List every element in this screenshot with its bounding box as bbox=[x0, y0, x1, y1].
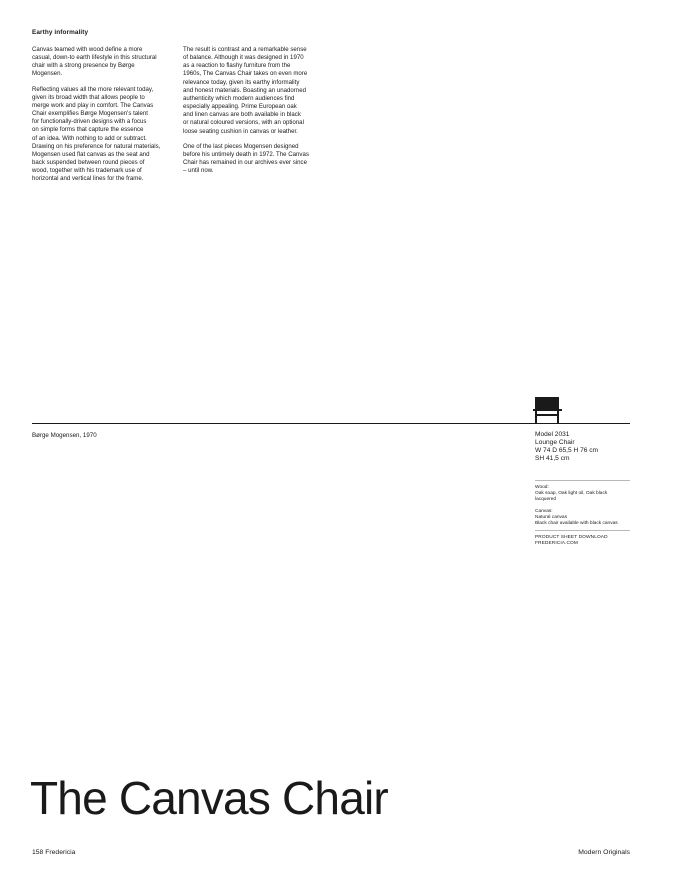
canvas-options: Canvas: Natural canvas Black chair available with black canvas bbox=[535, 509, 618, 527]
body-column-right bbox=[183, 46, 333, 182]
seat-height: SH 41,5 cm bbox=[535, 455, 570, 462]
paragraph: One of the last pieces Mogensen designed before his untimely death in 1972. The Canvas Chair has remained in our archives ever since – until now. bbox=[183, 142, 309, 175]
body-column-left bbox=[32, 46, 182, 191]
product-spec bbox=[535, 431, 630, 463]
section-heading: Earthy informality bbox=[32, 29, 89, 36]
product-type: Lounge Chair bbox=[535, 439, 575, 446]
page-title: The Canvas Chair bbox=[30, 772, 388, 824]
download-links[interactable]: PRODUCT SHEET DOWNLOAD FREDERICIA.COM bbox=[535, 535, 608, 547]
section-name: Modern Originals bbox=[578, 849, 630, 856]
divider bbox=[535, 480, 630, 481]
paragraph: The result is contrast and a remarkable sense of balance. Although it was designed in 1970 as a reaction to flashy furniture from the 1960s, The Canvas Chair takes on even more relevance today, given its earthy informality and honest materials. Boasting an unadorned authenticity which modern audiences find especially appealing. Prime European oak and linen canvas are both available in black or natural coloured versions, with an optional loose seating cushion in canvas or leather. bbox=[183, 46, 308, 135]
paragraph: Reflecting values all the more relevant today, given its broad width that allows people to merge work and play in comfort. The Canvas Chair exemplifies Børge Mogensen's talent for functionally-driven designs with a focus on simple forms that capture the essence of an idea. With nothing to add or subtract. Drawing on his preference for natural materials, Mogensen used flat canvas as the seat and back suspended between round pieces of wood, together with his trademark use of horizontal and vertical lines for the frame. bbox=[32, 85, 161, 183]
model-number: Model 2031 bbox=[535, 431, 570, 438]
page-number-brand: 158 Fredericia bbox=[32, 849, 76, 856]
wood-options: Wood: Oak soap, Oak light oil, Oak black lacquered bbox=[535, 485, 608, 503]
lounge-chair-icon bbox=[533, 396, 563, 424]
paragraph: Canvas teamed with wood define a more casual, down-to earth lifestyle in this structural chair with a strong presence by Børge Mogensen. bbox=[32, 46, 157, 78]
designer-caption: Børge Mogensen, 1970 bbox=[32, 432, 97, 439]
divider bbox=[535, 530, 630, 531]
dimensions: W 74 D 65,5 H 76 cm bbox=[535, 447, 599, 454]
